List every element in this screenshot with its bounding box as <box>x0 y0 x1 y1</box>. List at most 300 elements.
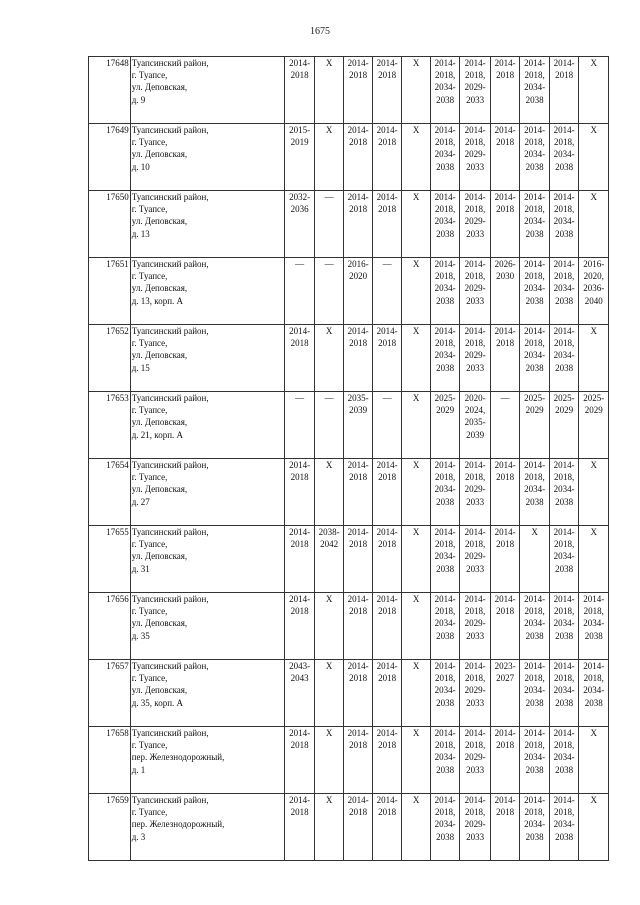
row-number: 17650 <box>89 191 131 258</box>
period-line: 2033 <box>466 362 485 373</box>
period-line: 2018, <box>464 70 486 81</box>
period-line: 2034- <box>434 149 456 160</box>
period-line: 2034- <box>524 82 546 93</box>
period-line: 2014- <box>347 728 369 738</box>
period-line: — <box>295 259 305 269</box>
period-line: 2029- <box>464 216 486 227</box>
period-line: 2018, <box>524 673 545 684</box>
period-line: Х <box>412 58 420 68</box>
period-cell <box>520 325 550 392</box>
period-line: 2014- <box>434 728 456 738</box>
period-cell <box>549 191 579 258</box>
period-line: 2034- <box>524 350 546 361</box>
period-cell <box>372 593 402 660</box>
period-line: 2014- <box>347 594 369 604</box>
address-line: ул. Деповская, <box>131 82 188 93</box>
period-line: Х <box>325 661 333 671</box>
period-cell <box>372 727 402 794</box>
table-row <box>89 57 609 124</box>
period-cell <box>430 794 460 861</box>
period-cell <box>460 57 491 124</box>
period-cell <box>285 124 315 191</box>
period-line: 2014- <box>464 795 486 805</box>
period-line: 2018 <box>496 137 515 148</box>
row-number: 17659 <box>89 794 131 861</box>
period-cell <box>579 258 609 325</box>
period-line: 2033 <box>466 228 485 239</box>
period-cell <box>520 57 550 124</box>
period-line: 2018, <box>434 606 456 617</box>
period-line: 2014- <box>494 326 516 336</box>
period-line: 2014- <box>347 795 369 805</box>
period-line: 2018, <box>583 673 604 684</box>
period-line: 2014- <box>524 125 546 135</box>
address-line: Туапсинский район, <box>131 795 209 805</box>
period-line: 2014- <box>494 795 516 805</box>
period-cell <box>344 124 372 191</box>
period-cell <box>314 392 344 459</box>
period-cell <box>430 727 460 794</box>
period-line: 2034- <box>434 216 456 227</box>
period-line: 2034- <box>583 618 605 629</box>
period-line: 2018 <box>378 740 397 751</box>
period-line: 2014- <box>553 125 575 135</box>
period-line: 2018 <box>378 807 397 818</box>
period-cell <box>372 325 402 392</box>
period-line: Х <box>412 326 420 336</box>
period-cell <box>520 593 550 660</box>
period-line: 2029 <box>555 405 574 416</box>
address-line: г. Туапсе, <box>131 271 168 282</box>
row-number: 17658 <box>89 727 131 794</box>
period-line: 2014- <box>464 594 486 604</box>
period-line: 2014- <box>464 125 486 135</box>
period-cell <box>372 794 402 861</box>
table-row <box>89 459 609 526</box>
address-line: Туапсинский район, <box>131 661 209 671</box>
period-cell <box>314 593 344 660</box>
period-line: 2030 <box>496 271 515 282</box>
period-line: 2014- <box>494 192 516 202</box>
period-line: 2034- <box>524 149 546 160</box>
period-cell <box>402 593 430 660</box>
period-line: 2038 <box>525 630 544 641</box>
period-line: 2014- <box>464 460 486 470</box>
period-line: 2038 <box>584 697 603 708</box>
period-cell <box>402 325 430 392</box>
period-line: 2038 <box>436 295 455 306</box>
period-line: Х <box>590 795 597 805</box>
period-line: 2018 <box>496 338 515 349</box>
period-cell <box>285 593 315 660</box>
period-line: 2018 <box>378 204 397 215</box>
period-line: 2029 <box>525 405 544 416</box>
table-row <box>89 392 609 459</box>
period-cell <box>285 191 315 258</box>
period-cell <box>490 459 520 526</box>
period-line: 2014- <box>524 661 546 671</box>
period-line: 2014- <box>376 125 398 135</box>
address-line: г. Туапсе, <box>131 137 168 148</box>
period-line: 2040 <box>584 295 603 306</box>
period-line: Х <box>590 527 597 537</box>
period-line: Х <box>325 460 333 470</box>
period-cell <box>372 526 402 593</box>
period-cell <box>549 124 579 191</box>
period-line: 2014- <box>289 58 311 68</box>
period-cell <box>314 526 344 593</box>
period-line: Х <box>325 795 333 805</box>
period-cell <box>549 727 579 794</box>
period-line: 2018, <box>434 137 456 148</box>
period-cell <box>520 660 550 727</box>
period-cell <box>490 794 520 861</box>
period-line: 2018 <box>555 70 574 81</box>
address-line: Туапсинский район, <box>131 58 209 68</box>
period-line: Х <box>412 192 420 202</box>
address-line: пер. Железнодорожный, <box>131 819 225 830</box>
period-line: 2034- <box>553 551 575 562</box>
period-line: 2034- <box>553 685 575 696</box>
period-cell <box>402 660 430 727</box>
period-line: 2018 <box>349 204 368 215</box>
period-line: 2043 <box>290 673 309 684</box>
period-cell <box>579 392 609 459</box>
period-line: 2034- <box>553 216 575 227</box>
period-line: 2018, <box>554 204 575 215</box>
period-line: 2014- <box>553 728 575 738</box>
period-line: Х <box>531 527 538 537</box>
period-line: 2025- <box>553 393 575 403</box>
period-cell <box>344 325 372 392</box>
address-line: пер. Железнодорожный, <box>131 752 225 763</box>
period-cell <box>430 593 460 660</box>
period-line: 2024, <box>464 405 486 416</box>
period-cell <box>460 660 491 727</box>
period-cell <box>549 660 579 727</box>
period-line: 2029- <box>464 752 486 763</box>
period-line: 2018 <box>290 606 309 617</box>
period-cell <box>430 191 460 258</box>
period-line: 2018 <box>378 338 397 349</box>
period-cell <box>549 258 579 325</box>
period-line: 2018 <box>349 338 368 349</box>
period-cell <box>520 794 550 861</box>
period-line: 2018 <box>378 137 397 148</box>
period-line: 2027 <box>496 673 515 684</box>
address-line: Туапсинский район, <box>131 594 209 604</box>
period-line: 2038 <box>525 831 544 842</box>
period-line: 2033 <box>466 94 485 105</box>
period-line: 2018 <box>290 807 309 818</box>
period-line: 2014- <box>347 326 369 336</box>
table-row <box>89 258 609 325</box>
period-cell <box>344 258 372 325</box>
period-line: 2014- <box>376 728 398 738</box>
period-line: 2018, <box>464 271 486 282</box>
period-line: 2014- <box>494 728 516 738</box>
period-cell <box>430 325 460 392</box>
period-line: 2038 <box>555 228 574 239</box>
period-line: Х <box>590 125 597 135</box>
period-line: 2014- <box>553 594 575 604</box>
period-cell <box>460 459 491 526</box>
address-cell <box>130 459 285 526</box>
period-line: 2038 <box>436 563 455 574</box>
table-row <box>89 526 609 593</box>
period-line: 2014- <box>434 527 456 537</box>
period-cell <box>520 727 550 794</box>
period-cell <box>490 57 520 124</box>
period-line: 2014- <box>553 58 575 68</box>
period-line: 2033 <box>466 630 485 641</box>
address-cell <box>130 258 285 325</box>
period-line: 2038 <box>525 295 544 306</box>
period-line: 2018 <box>349 472 368 483</box>
period-line: 2038 <box>436 831 455 842</box>
address-line: д. 1 <box>131 764 146 775</box>
period-line: 2018, <box>434 338 456 349</box>
period-cell <box>314 459 344 526</box>
period-line: 2034- <box>434 484 456 495</box>
period-line: 2034- <box>553 484 575 495</box>
period-line: 2029- <box>464 551 486 562</box>
period-line: 2014- <box>464 527 486 537</box>
period-cell <box>344 392 372 459</box>
period-line: 2014- <box>583 594 605 604</box>
period-line: Х <box>325 594 333 604</box>
address-line: д. 15 <box>131 362 150 373</box>
period-line: Х <box>325 728 333 738</box>
table-row <box>89 325 609 392</box>
period-line: Х <box>590 58 597 68</box>
period-line: 2018, <box>554 807 575 818</box>
address-cell <box>130 57 285 124</box>
page-number: 1675 <box>310 26 330 37</box>
period-cell <box>579 191 609 258</box>
row-number: 17648 <box>89 57 131 124</box>
period-line: 2034- <box>553 752 575 763</box>
period-line: 2034- <box>553 283 575 294</box>
period-line: 2018, <box>524 338 545 349</box>
period-line: 2038 <box>555 161 574 172</box>
period-line: 2018, <box>464 338 486 349</box>
period-cell <box>549 794 579 861</box>
period-cell <box>460 325 491 392</box>
period-line: Х <box>412 460 420 470</box>
period-line: Х <box>412 661 420 671</box>
period-line: 2035- <box>347 393 369 403</box>
period-line: 2018, <box>554 673 575 684</box>
period-line: 2034- <box>553 819 575 830</box>
period-cell <box>430 57 460 124</box>
period-line: 2014- <box>347 192 369 202</box>
period-line: 2036- <box>583 283 605 294</box>
address-line: г. Туапсе, <box>131 539 168 550</box>
period-line: 2018, <box>524 472 545 483</box>
period-cell <box>344 459 372 526</box>
period-line: 2018, <box>464 137 486 148</box>
period-line: 2014- <box>376 795 398 805</box>
period-line: 2020, <box>583 271 604 282</box>
address-line: г. Туапсе, <box>131 673 168 684</box>
period-line: 2034- <box>524 283 546 294</box>
period-line: — <box>324 393 334 403</box>
period-line: 2038 <box>525 362 544 373</box>
address-line: Туапсинский район, <box>131 326 209 336</box>
period-line: 2026- <box>494 259 516 269</box>
period-line: 2018, <box>434 271 456 282</box>
period-line: 2014- <box>289 594 311 604</box>
period-line: Х <box>412 259 420 269</box>
period-cell <box>402 124 430 191</box>
period-line: 2038 <box>525 697 544 708</box>
period-cell <box>372 392 402 459</box>
address-line: ул. Деповская, <box>131 685 188 696</box>
period-line: 2014- <box>347 125 369 135</box>
period-cell <box>285 325 315 392</box>
period-line: 2014- <box>434 594 456 604</box>
period-line: Х <box>590 728 597 738</box>
period-line: 2033 <box>466 496 485 507</box>
period-line: 2014- <box>434 795 456 805</box>
period-line: 2029- <box>464 484 486 495</box>
period-line: 2018, <box>434 740 456 751</box>
period-line: 2018, <box>524 740 545 751</box>
period-line: 2018, <box>464 204 486 215</box>
period-line: 2014- <box>347 527 369 537</box>
period-line: 2034- <box>524 685 546 696</box>
period-line: 2018, <box>554 472 575 483</box>
address-line: Туапсинский район, <box>131 460 209 470</box>
table-row <box>89 593 609 660</box>
period-line: 2018, <box>554 539 575 550</box>
period-line: 2038 <box>436 94 455 105</box>
table-body <box>89 57 609 861</box>
period-line: Х <box>412 728 420 738</box>
period-line: 2034- <box>524 484 546 495</box>
period-line: 2038 <box>555 563 574 574</box>
period-line: 2018, <box>554 606 575 617</box>
period-cell <box>520 526 550 593</box>
address-cell <box>130 191 285 258</box>
address-cell <box>130 392 285 459</box>
row-number: 17656 <box>89 593 131 660</box>
address-line: г. Туапсе, <box>131 70 168 81</box>
period-line: 2014- <box>434 125 456 135</box>
period-line: 2029- <box>464 283 486 294</box>
period-cell <box>549 459 579 526</box>
period-cell <box>490 526 520 593</box>
period-line: 2034- <box>553 350 575 361</box>
period-line: Х <box>412 527 420 537</box>
period-line: 2038 <box>555 697 574 708</box>
period-line: 2014- <box>434 460 456 470</box>
period-line: 2038 <box>436 764 455 775</box>
period-cell <box>549 526 579 593</box>
period-line: 2034- <box>434 685 456 696</box>
period-line: 2038 <box>555 764 574 775</box>
period-line: 2018 <box>349 673 368 684</box>
period-line: 2032- <box>289 192 311 202</box>
period-cell <box>402 727 430 794</box>
period-line: 2018, <box>524 137 545 148</box>
period-line: 2018 <box>349 137 368 148</box>
period-line: 2018, <box>524 271 545 282</box>
period-line: Х <box>325 125 333 135</box>
period-line: 2023- <box>494 661 516 671</box>
period-line: 2016- <box>583 259 605 269</box>
period-line: 2025- <box>524 393 546 403</box>
period-line: 2014- <box>494 527 516 537</box>
period-line: 2018, <box>554 740 575 751</box>
period-cell <box>490 325 520 392</box>
period-line: 2029- <box>464 350 486 361</box>
period-cell <box>579 526 609 593</box>
period-line: 2033 <box>466 563 485 574</box>
period-line: 2014- <box>434 58 456 68</box>
period-line: 2018 <box>349 606 368 617</box>
address-line: д. 27 <box>131 496 150 507</box>
address-line: ул. Деповская, <box>131 551 188 562</box>
period-cell <box>314 57 344 124</box>
period-line: 2018 <box>349 807 368 818</box>
period-cell <box>579 794 609 861</box>
period-cell <box>579 57 609 124</box>
address-line: Туапсинский район, <box>131 125 209 135</box>
period-line: Х <box>412 795 420 805</box>
period-line: 2018, <box>464 807 486 818</box>
period-cell <box>344 593 372 660</box>
period-cell <box>520 392 550 459</box>
address-cell <box>130 794 285 861</box>
period-line: 2038 <box>555 295 574 306</box>
period-line: 2018, <box>464 673 486 684</box>
period-cell <box>372 191 402 258</box>
period-cell <box>344 660 372 727</box>
period-line: 2033 <box>466 295 485 306</box>
period-line: 2033 <box>466 697 485 708</box>
period-line: Х <box>325 58 333 68</box>
period-line: — <box>382 259 392 269</box>
period-cell <box>579 660 609 727</box>
period-line: 2038 <box>555 630 574 641</box>
period-line: 2038 <box>436 228 455 239</box>
period-line: 2018, <box>434 204 456 215</box>
period-line: 2034- <box>553 149 575 160</box>
period-line: 2038 <box>555 496 574 507</box>
period-line: 2014- <box>289 795 311 805</box>
period-line: 2014- <box>376 460 398 470</box>
period-line: 2025- <box>583 393 605 403</box>
address-line: г. Туапсе, <box>131 740 168 751</box>
period-line: 2014- <box>464 661 486 671</box>
period-cell <box>430 459 460 526</box>
period-line: Х <box>325 326 333 336</box>
address-line: ул. Деповская, <box>131 216 188 227</box>
period-line: 2034- <box>524 819 546 830</box>
address-line: г. Туапсе, <box>131 807 168 818</box>
period-line: 2018, <box>524 606 545 617</box>
period-line: 2025- <box>434 393 456 403</box>
period-cell <box>344 727 372 794</box>
row-number: 17657 <box>89 660 131 727</box>
period-line: 2029 <box>436 405 455 416</box>
period-line: 2018, <box>524 204 545 215</box>
period-line: 2014- <box>347 460 369 470</box>
period-cell <box>372 124 402 191</box>
period-line: 2018, <box>554 271 575 282</box>
